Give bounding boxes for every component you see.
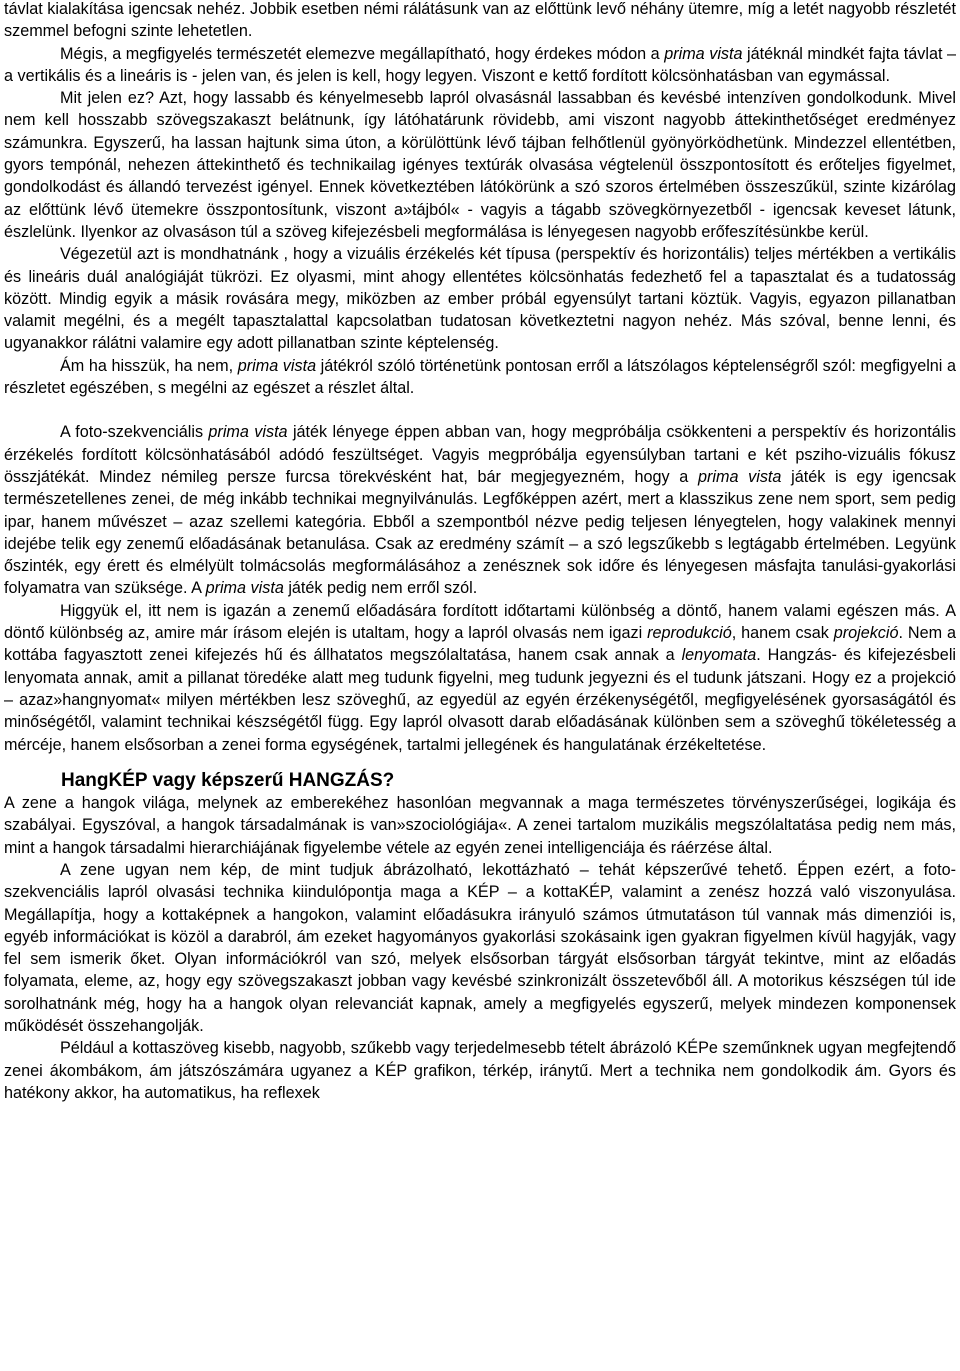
- paragraph: Például a kottaszöveg kisebb, nagyobb, szűkebb vagy terjedelmesebb tételt ábrázoló KÉPe szeműnknek ugyan megfejtendő zenei ákombákom, ám játszószámára ugyanez a KÉP grafikon, térkép, iránytű. Mert a technika nem gondolkodik ám. Gyors és hatékony akkor, ha automatikus, ha reflexek: [4, 1039, 956, 1102]
- italic-term: projekció: [833, 624, 899, 643]
- paragraph: A zene a hangok világa, melynek az emberekéhez hasonlóan megvannak a maga természetes törvényszerűségei, logikája és szabályai. Egyszóval, a hangok társadalmának is van»szociológiája«. A zenei tartalom muzikális megszólaltatása pedig nem más, mint a hangok társadalmi hierarchiájának figyelembe vétele az egyén zenei intelligenciája és ráérzése által.: [4, 794, 956, 857]
- paragraph: Mégis, a megfigyelés természetét elemezve megállapítható, hogy érdekes módon a prima vista játéknál mindkét fajta távlat – a vertikális és a lineáris is - jelen van, és jelen is kell, hogy legyen. Viszont e kettő fordított kölcsönhatásban van egymással.: [4, 44, 956, 85]
- italic-term: prima vista: [205, 579, 284, 598]
- italic-term: prima vista: [208, 423, 288, 442]
- section-heading: HangKÉP vagy képszerű HANGZÁS?: [61, 769, 395, 791]
- paragraph: Ám ha hisszük, ha nem, prima vista játékról szóló történetünk pontosan erről a látszólagos képtelenségről szól: megfigyelni a részletet egészében, s megélni az egészet a részlet által.: [4, 356, 956, 398]
- italic-term: reprodukció: [647, 624, 732, 643]
- italic-term: prima vista: [664, 44, 743, 63]
- paragraph-gap: [4, 399, 956, 421]
- paragraph: Végezetül azt is mondhatnánk , hogy a vizuális érzékelés két típusa (perspektív és horizontális) teljes mértékben a vertikális és lineáris duál analógiáját tükrözi. Ez olyasmi, mint ahogy ellentétes kölcsönhatás fedezhető fel a tapasztalat és a tudatosság között. Mindig egyik a másik rovására megy, miközben az ember próbál egyensúlyt tartani köztük. Vagyis, egyazon pillanatban valamit megélni, és a megélt tapasztalattal kapcsolatban tudatosan következtetni nagyon nehéz. Más szóval, benne lenni, és ugyanakkor rálátni valamire egy adott pillanatban szinte képtelenség.: [4, 245, 956, 353]
- paragraph: Higgyük el, itt nem is igazán a zenemű előadására fordított időtartami különbség a döntő, hanem valami egészen más. A döntő különbség az, amire már írásom elején is utaltam, hogy a lapról olvasás nem igazi reprodukció, hanem csak projekció. Nem a kottába fagyasztott zenei kifejezés hű és állhatatos megszólaltatása, hanem csak annak a lenyomata. Hangzás- és kifejezésbeli lenyomata annak, amit a pillanat töredéke alatt meg tudunk figyelni, meg tudunk jegyezni és el tudunk játszani. Hogy ez a projekció – azaz»hangnyomat« milyen mértékben lesz szöveghű, az egyedül az egyén érzékenységétől, megfigyelésének gyorsaságától és minőségétől, valamint technikai készségétől függ. Egy lapról olvasott darab előadásának különben sem a szöveghű tökéletesség a mércéje, hanem elsősorban a zenei forma egységének, tartalmi jellegének és hangulatának érzékeltetése.: [4, 601, 957, 754]
- italic-term: prima vista: [237, 356, 317, 375]
- italic-term: prima vista: [697, 467, 782, 486]
- section-gap: [4, 756, 956, 770]
- paragraph: A foto-szekvenciális prima vista játék lényege éppen abban van, hogy megpróbálja csökkenteni a perspektív és horizontális érzékelés fordított kölcsönhatásából adódó feszültséget. Vagyis megpróbálja egyensúlyban tartani e két pszihо-vizuális fókusz összjátékát. Mindez némileg persze furcsa törekvésként hat, bár megjegyezném, hogy a prima vista játék is egy igencsak természetellenes zenei, de még inkább technikai megnyilvánulás. Legfőképpen azért, mert a klasszikus zene nem sport, sem pedig ipar, hanem művészet – azaz szellemi kategória. Ebből a szempontból nézve pedig teljesen lényegtelen, hogy valakinek mennyi idejébe telik egy zenemű előadásának betanulása. Csak az eredmény számít – a szó legszűkebb s legtágabb értelmében. Legyünk őszinték, egy érett és elmélyült tolmácsolás megformálásához a zenésznek sok időre és lényegesen másfajta tanulási-gyakorlási folyamatra van szüksége. A prima vista játék pedig nem erről szól.: [4, 423, 956, 598]
- document-body: [4, 0, 956, 1104]
- italic-term: lenyomata: [681, 646, 757, 665]
- paragraph: A zene ugyan nem kép, de mint tudjuk ábrázolható, lekottázható – tehát képszerűvé tehető. Éppen ezért, a foto-szekvenciális lapról olvasási technika kiindulópontja maga a KÉP – a kottaKÉP, valamint a zenész hozzá való viszonyulása. Megállapítja, hogy a kottaképnek a hangokon, valamint előadásukra irányuló számos útmutatáson túl vannak más dimenziói is, egyéb információkat is közöl a darabról, ám ezeket hagyományos gyakorlási szokásaink igen gyakran figyelmen kívül hagyják, vagy fel sem ismerik őket. Olyan információkról van szó, melyek elsősorban tárgyát elsősorban tárgyát tekintve, mint az előadás folyamata, eleme, az, hogy egy szövegszakaszt jobban vagy kevésbé szinkronizált összetevőből áll. A motorikus készségen túl ide sorolhatnánk még, hogy ha a hangok olyan relevanciát kapnak, amely a megfigyelés egyszerű, melyek mindezen komponensek működését összehangolják.: [4, 860, 956, 1036]
- paragraph: Mit jelen ez? Azt, hogy lassabb és kényelmesebb lapról olvasásnál lassabban és kevésbé intenzíven gondolkodunk. Mivel nem kell hosszabb szövegszakaszt belátnunk, így látóhatárunk rövidebb, ami viszont nagyobb áttekinthetőséget eredményez számunkra. Egyszerű, ha lassan hajtunk sima úton, a körülöttünk lévő tájban felhőtlenül gyönyörködhetünk. Mindezzel ellentétben, gyors tempónál, nehezen áttekinthető és technikailag igényes textúrák olvasása végtelenül összpontosított és erőteljes figyelmet, gondolkodást és állandó tervezést igényel. Ennek következtében látókörünk a szó szoros értelmében összeszűkül, szinte kizárólag az előttünk lévő ütemekre összpontosítunk, viszont a»tájból« - vagyis a tágabb szövegkörnyezetből - igencsak keveset látunk, észlelünk. Ilyenkor az olvasáson túl a szöveg kifejezésbeli megformálása is lényegesen nagyobb erőfeszítésünkbe kerül.: [4, 89, 956, 241]
- paragraph: távlat kialakítása igencsak nehéz. Jobbik esetben némi rálátásunk van az előttünk levő néhány ütemre, míg a letét nagyobb részletét szemmel befogni szinte lehetetlen.: [4, 0, 956, 41]
